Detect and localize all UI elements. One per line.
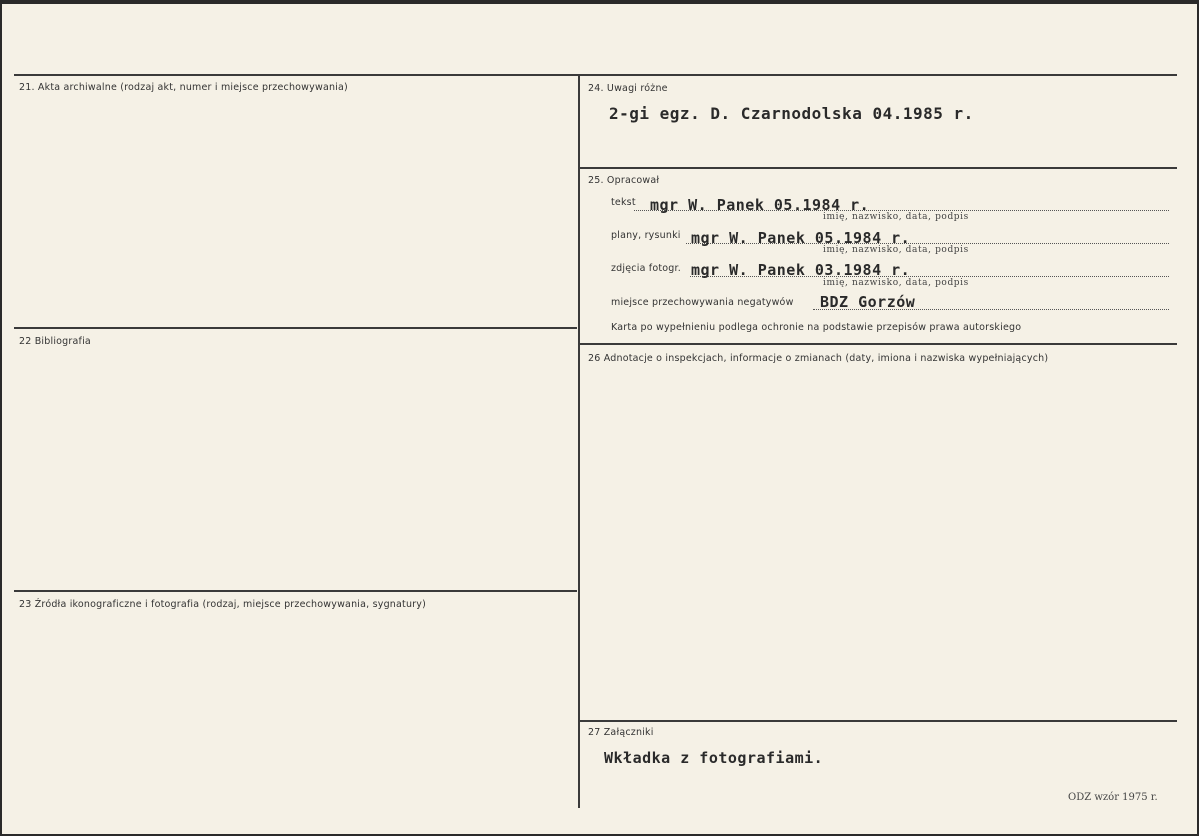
section-27-value: Wkładka z fotografiami. [604, 749, 824, 767]
zdjecia-label: zdjęcia fotogr. [611, 263, 681, 274]
section-21-label: 21. Akta archiwalne (rodzaj akt, numer i miejsce przechowywania) [19, 82, 348, 93]
rule-25-26 [580, 343, 1177, 345]
section-24-label: 24. Uwagi różne [588, 83, 668, 94]
record-card [2, 4, 1197, 834]
copyright-note: Karta po wypełnieniu podlega ochronie na podstawie przepisów prawa autorskiego [611, 322, 1022, 333]
rule-24-25 [580, 167, 1177, 169]
section-25-label: 25. Opracował [588, 175, 660, 186]
negatywy-value: BDZ Gorzów [820, 293, 916, 311]
negatywy-label: miejsce przechowywania negatywów [611, 297, 794, 308]
tekst-label: tekst [611, 197, 636, 208]
section-23-label: 23 Źródła ikonograficzne i fotografia (rodzaj, miejsce przechowywania, sygnatury) [19, 599, 427, 610]
section-22-label: 22 Bibliografia [19, 336, 91, 347]
plany-value: mgr W. Panek 05.1984 r. [691, 229, 911, 247]
center-divider [578, 76, 580, 808]
section-27-label: 27 Załączniki [588, 727, 654, 738]
form-footer: ODZ wzór 1975 r. [1068, 792, 1158, 803]
rule-26-27 [580, 720, 1177, 722]
rule-22-23 [14, 590, 577, 592]
tekst-value: mgr W. Panek 05.1984 r. [650, 196, 870, 214]
top-rule [14, 74, 1177, 76]
rule-21-22 [14, 327, 577, 329]
plany-sublabel: imię, nazwisko, data, podpis [823, 245, 969, 255]
plany-label: plany, rysunki [611, 230, 681, 241]
zdjecia-value: mgr W. Panek 03.1984 r. [691, 261, 911, 279]
section-26-label: 26 Adnotacje o inspekcjach, informacje o zmianach (daty, imiona i nazwiska wypełniających) [588, 353, 1049, 364]
section-24-value: 2-gi egz. D. Czarnodolska 04.1985 r. [609, 104, 974, 123]
tekst-sublabel: imię, nazwisko, data, podpis [823, 212, 969, 222]
zdjecia-sublabel: imię, nazwisko, data, podpis [823, 278, 969, 288]
